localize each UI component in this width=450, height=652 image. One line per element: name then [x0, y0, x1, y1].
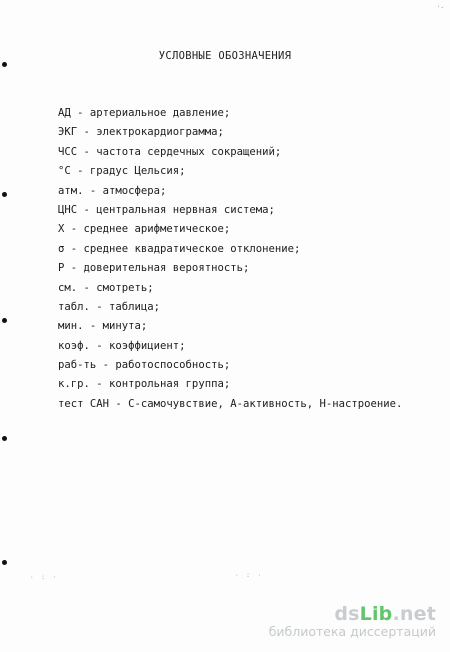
abbreviation-item: АД - артериальное давление;	[58, 107, 231, 119]
watermark-brand-lib: Lib	[359, 603, 393, 625]
binding-hole-mark	[2, 192, 7, 197]
abbreviation-item: ЦНС - центральная нервная система;	[58, 203, 275, 216]
watermark-brand-net: .net	[392, 603, 436, 625]
watermark-logo	[269, 604, 436, 640]
scan-speck-mark: · : ·	[235, 572, 264, 579]
abbreviation-item: ЧСС - частота сердечных сокращений;	[58, 145, 282, 158]
watermark-brand-ds: ds	[334, 603, 360, 625]
abbreviation-item: X - среднее арифметическое;	[58, 223, 231, 236]
abbreviation-list	[58, 104, 402, 414]
abbreviation-item: Р - доверительная вероятность;	[58, 262, 250, 275]
watermark-brand	[269, 604, 436, 624]
abbreviation-item: раб-ть - работоспособность;	[58, 359, 231, 372]
scan-speck-mark: · : ·	[30, 574, 59, 581]
abbreviation-item: к.гр. - контрольная группа;	[58, 378, 231, 391]
abbreviation-item: мин. - минута;	[58, 320, 148, 333]
abbreviation-item: тест САН - С-самочувствие, А-активность, Н-настроение.	[58, 397, 403, 410]
binding-hole-mark	[2, 560, 7, 565]
binding-hole-mark	[2, 318, 7, 323]
binding-hole-mark	[2, 436, 7, 441]
binding-hole-mark	[2, 62, 7, 67]
watermark-subtitle: библиотека диссертаций	[268, 624, 436, 639]
page-title: УСЛОВНЫЕ ОБОЗНАЧЕНИЯ	[158, 50, 292, 62]
abbreviation-item: ЭКГ - электрокардиограмма;	[58, 126, 224, 139]
abbreviation-item: атм. - атмосфера;	[58, 184, 167, 197]
scan-speck-mark: ·.	[436, 3, 444, 10]
abbreviation-item: коэф. - коэффициент;	[58, 339, 186, 352]
abbreviation-item: σ - среднее квадратическое отклонение;	[58, 242, 301, 255]
abbreviation-item: °С - градус Цельсия;	[58, 165, 186, 178]
abbreviation-item: см. - смотреть;	[58, 281, 154, 294]
abbreviation-item: табл. - таблица;	[58, 300, 161, 313]
